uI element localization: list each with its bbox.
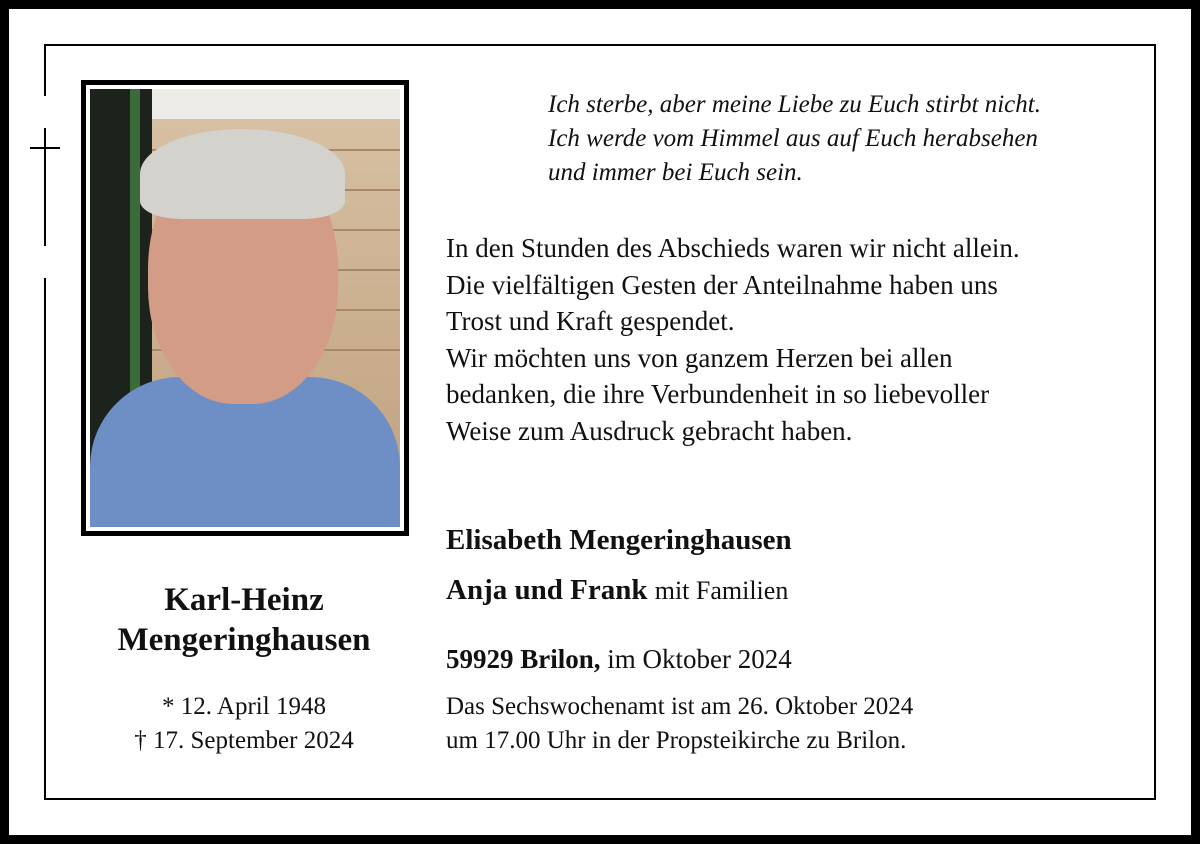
- service-announcement: [446, 690, 913, 758]
- signature-names: Anja und Frank: [446, 574, 648, 606]
- service-line: um 17.00 Uhr in der Propsteikirche zu Brilon.: [446, 727, 907, 754]
- signature-primary: Elisabeth Mengeringhausen: [446, 524, 792, 556]
- death-date: † 17. September 2024: [134, 727, 354, 754]
- thanks-line: Weise zum Ausdruck gebracht haben.: [446, 415, 853, 446]
- border-left-segment: [44, 44, 46, 96]
- memorial-quote: [548, 88, 1128, 190]
- signature-suffix: mit Familien: [654, 576, 789, 605]
- place-date: im Oktober 2024: [607, 644, 792, 674]
- thanks-line: In den Stunden des Abschieds waren wir nicht allein.: [446, 233, 1020, 263]
- portrait-photo: [90, 89, 400, 527]
- place-date-line: [446, 644, 792, 675]
- place-name: 59929 Brilon,: [446, 644, 601, 674]
- cross-icon: [44, 128, 46, 246]
- quote-line: und immer bei Euch sein.: [548, 159, 803, 186]
- service-line: Das Sechswochenamt ist am 26. Oktober 2024: [446, 693, 914, 720]
- life-dates: [44, 690, 444, 758]
- thanks-line: bedanken, die ihre Verbundenheit in so liebevoller: [446, 379, 990, 409]
- deceased-first-name: Karl-Heinz: [164, 582, 324, 618]
- quote-line: Ich sterbe, aber meine Liebe zu Euch stirbt nicht.: [548, 91, 1041, 118]
- quote-line: Ich werde vom Himmel aus auf Euch herabsehen: [548, 125, 1038, 152]
- thanks-text: [446, 230, 1146, 449]
- portrait-photo-frame: [81, 80, 409, 536]
- thanks-line: Trost und Kraft gespendet.: [446, 306, 735, 336]
- signature-secondary: [446, 574, 788, 607]
- birth-date: * 12. April 1948: [162, 693, 326, 720]
- thanks-line: Die vielfältigen Gesten der Anteilnahme haben uns: [446, 269, 998, 300]
- deceased-name: [44, 580, 444, 660]
- cross-icon-bar: [30, 147, 60, 149]
- deceased-last-name: Mengeringhausen: [117, 622, 371, 658]
- thanks-line: Wir möchten uns von ganzem Herzen bei allen: [446, 342, 953, 373]
